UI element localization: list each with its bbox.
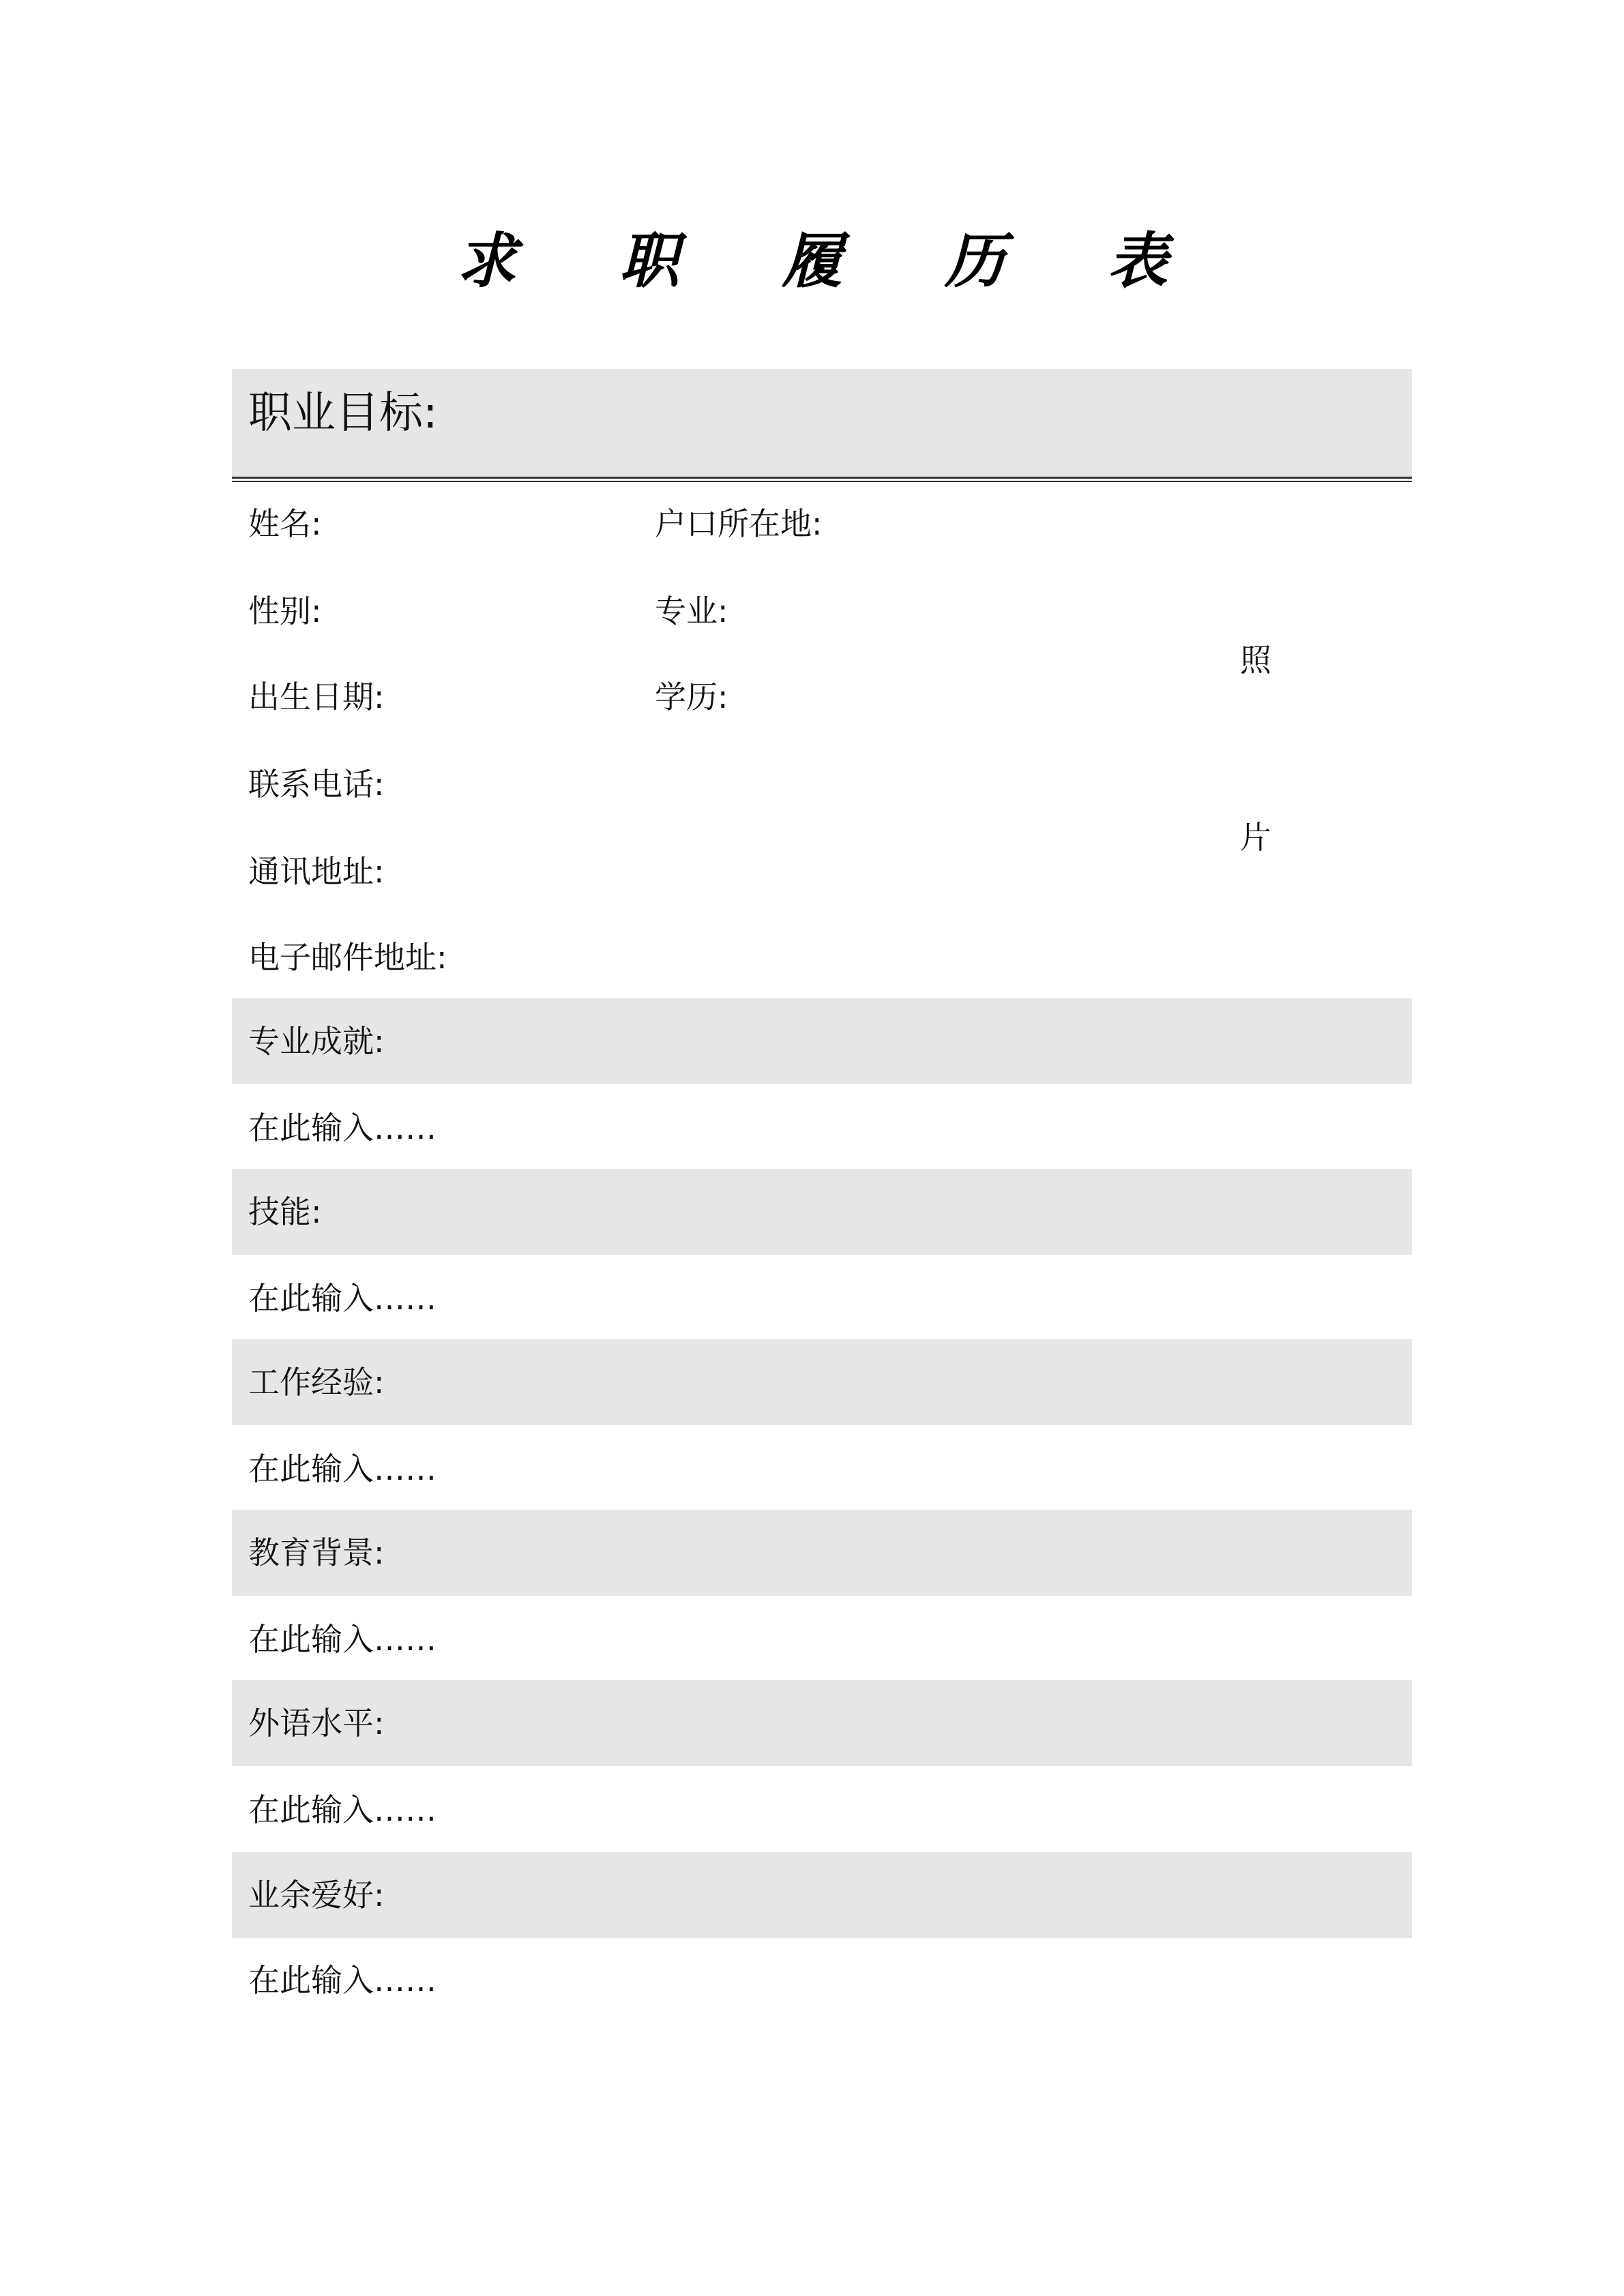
name-label: 姓名: xyxy=(248,505,322,542)
gender-label: 性别: xyxy=(248,593,322,629)
address-label: 通讯地址: xyxy=(248,853,385,890)
section-label: 专业成就: xyxy=(248,1023,385,1060)
section-entry-languages[interactable]: 在此输入…… xyxy=(248,1791,437,1828)
major-label: 专业: xyxy=(655,593,728,629)
section-header-achievements xyxy=(232,998,1412,1084)
section-header-work-experience xyxy=(232,1339,1412,1425)
section-entry-achievements[interactable]: 在此输入…… xyxy=(248,1109,437,1146)
objective-band xyxy=(232,369,1412,477)
birthdate-label: 出生日期: xyxy=(248,679,385,715)
objective-label: 职业目标: xyxy=(248,388,438,438)
hukou-label: 户口所在地: xyxy=(655,505,823,542)
photo-label-char-2: 片 xyxy=(1240,819,1271,856)
section-entry-skills[interactable]: 在此输入…… xyxy=(248,1280,437,1317)
email-label: 电子邮件地址: xyxy=(248,939,447,976)
section-entry-education[interactable]: 在此输入…… xyxy=(248,1621,437,1658)
phone-label: 联系电话: xyxy=(248,766,385,803)
education-level-label: 学历: xyxy=(655,679,728,715)
section-label: 外语水平: xyxy=(248,1705,385,1742)
photo-label-char-1: 照 xyxy=(1240,642,1271,679)
section-label: 教育背景: xyxy=(248,1534,385,1571)
section-label: 业余爱好: xyxy=(248,1877,385,1913)
section-label: 技能: xyxy=(248,1193,322,1230)
section-header-hobbies xyxy=(232,1852,1412,1938)
double-divider xyxy=(232,477,1412,482)
section-header-languages xyxy=(232,1680,1412,1766)
section-label: 工作经验: xyxy=(248,1364,385,1401)
section-header-skills xyxy=(232,1169,1412,1255)
section-header-education xyxy=(232,1510,1412,1596)
page-title: 求 职 履 历 表 xyxy=(456,225,1209,296)
section-entry-work-experience[interactable]: 在此输入…… xyxy=(248,1450,437,1487)
section-entry-hobbies[interactable]: 在此输入…… xyxy=(248,1962,437,1999)
